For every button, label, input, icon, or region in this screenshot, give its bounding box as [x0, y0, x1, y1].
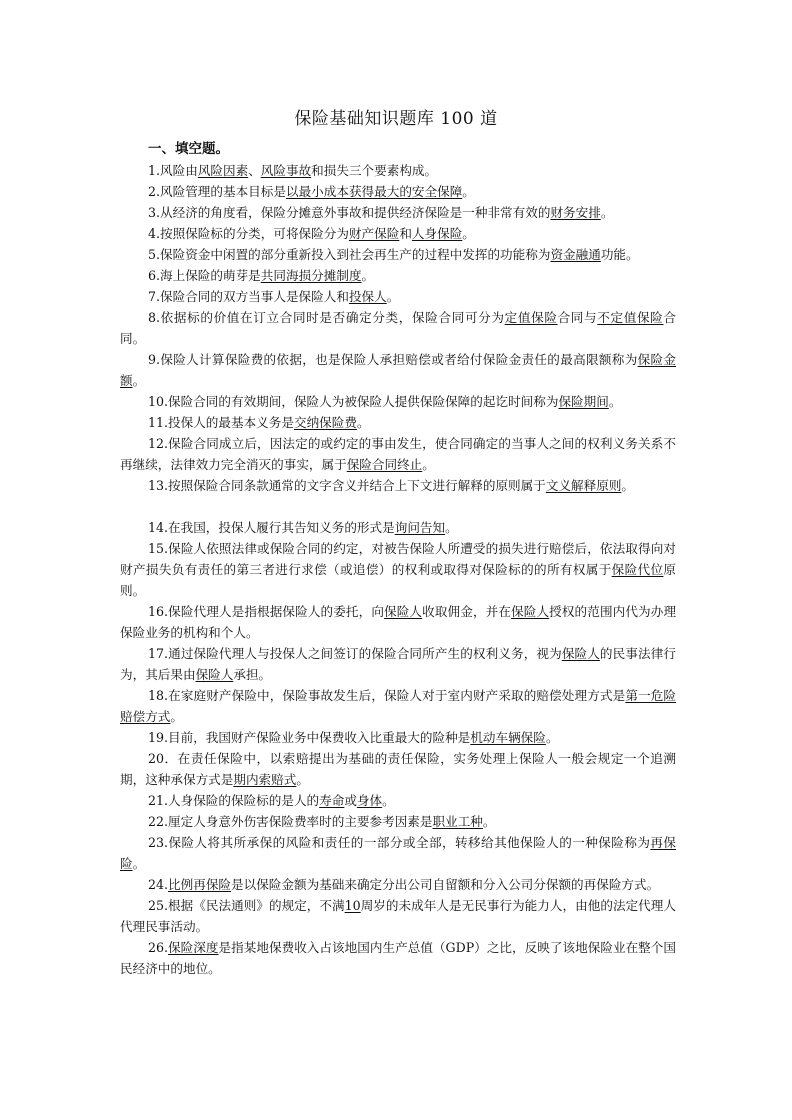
question-text: 25.根据《民法通则》的规定，不满: [148, 898, 345, 913]
question-text: 14.在我国，投保人履行其告知义务的形式是: [148, 520, 395, 535]
question-text: 2.风险管理的基本目标是: [148, 184, 286, 199]
question-text: 。: [462, 226, 475, 241]
question-text: 26.: [148, 940, 169, 955]
question-text: 23.保险人将其所承保的风险和责任的一部分或全部，转移给其他保险人的一种保险称为: [148, 835, 651, 850]
question-item: [120, 538, 676, 601]
question-text: 。: [132, 373, 146, 388]
question-text: 。: [422, 457, 435, 472]
section-heading: 一、填空题。: [148, 141, 229, 157]
question-text: 。: [482, 814, 496, 829]
question-item: [120, 202, 676, 223]
question-text: 20．在责任保险中，以索赔提出为基础的责任保险，实务处理上保险人一般会规定一个追溯期，这种承保方式是: [120, 751, 676, 787]
question-item: [120, 412, 676, 433]
answer-blank: 以最小成本获得最大的安全保障: [285, 184, 463, 199]
question-item: [120, 349, 676, 391]
question-text: 原则。: [120, 562, 677, 598]
answer-blank: 保险深度: [168, 940, 219, 955]
question-item: [120, 433, 676, 475]
question-text: 17.通过保险代理人与投保人之间签订的保险合同所产生的权利义务，视为: [148, 646, 562, 661]
question-text: 收取佣金，并在: [422, 604, 512, 619]
question-text: 18.在家庭财产保险中，保险事故发生后，保险人对于室内财产采取的赔偿处理方式是: [148, 688, 626, 703]
question-item: [120, 181, 676, 202]
answer-blank: 保险人: [561, 646, 600, 661]
question-text: 的民事法律行为，其后果由: [120, 646, 677, 682]
question-item: [120, 937, 676, 979]
answer-blank: 交纳保险费: [293, 415, 357, 430]
question-text: 。: [170, 709, 183, 724]
answer-blank: 第一危险赔偿方式: [120, 688, 677, 724]
question-text: 是以保险金额为基础来确定分出公司自留额和分入公司分保额的再保险方式。: [231, 877, 660, 892]
question-text: 合同。: [120, 310, 677, 346]
question-text: 8.依据标的价值在订立合同时是否确定分类，保险合同可分为: [148, 310, 505, 325]
question-text: 。: [545, 730, 559, 745]
question-text: 7.保险合同的双方当事人是保险人和: [148, 289, 349, 304]
answer-blank: 财务安排: [550, 205, 601, 220]
answer-blank: 机动车辆保险: [470, 730, 546, 745]
question-text: 。: [356, 415, 370, 430]
answer-blank: 财产保险: [348, 226, 400, 241]
question-item: [120, 748, 676, 790]
answer-blank: 保险人: [195, 667, 234, 682]
question-text: 21.人身保险的保险标的是人的: [148, 793, 320, 808]
question-text: 。: [608, 394, 622, 409]
answer-blank: 保险人: [384, 604, 423, 619]
answer-blank: 风险因素: [197, 163, 249, 178]
question-text: 。: [445, 520, 458, 535]
question-text: 功能。: [600, 247, 639, 262]
question-text: 9.保险人计算保险费的依据，也是保险人承担赔偿或者给付保险金责任的最高限额称为: [148, 352, 638, 367]
answer-blank: 人身保险: [411, 226, 463, 241]
question-item: [120, 685, 676, 727]
question-item: [120, 475, 676, 496]
question-item: [120, 643, 676, 685]
question-text: 。: [386, 289, 400, 304]
question-item: [120, 517, 676, 538]
page-title: 保险基础知识题库 100 道: [294, 109, 498, 129]
answer-blank: 身体: [356, 793, 383, 808]
question-text: 周岁的未成年人是无民事行为能力人，由他的法定代理人代理民事活动。: [120, 898, 677, 934]
question-item: [120, 832, 676, 874]
question-text: 22.厘定人身意外伤害保险费率时的主要参考因素是: [148, 814, 433, 829]
answer-blank: 询问告知: [394, 520, 446, 535]
question-text: 。: [132, 856, 146, 871]
question-text: 12.保险合同成立后，因法定的或约定的事由发生，使合同确定的当事人之间的权利义务关系不再继续，法律效力完全消灭的事实，属于: [120, 436, 676, 472]
question-text: 15.保险人依照法律或保险合同的约定，对被告保险人所遭受的损失进行赔偿后，依法取得向对财产损失负有责任的第三者进行求偿（或追偿）的权利或取得对保险标的的所有权属于: [120, 541, 676, 577]
question-text: 。: [296, 772, 309, 787]
answer-blank: 投保人: [348, 289, 387, 304]
question-item: [120, 160, 676, 181]
answer-blank: 不定值保险: [597, 310, 664, 325]
question-item: [120, 811, 676, 832]
answer-blank: 再保险: [120, 835, 677, 871]
question-text: 4.按照保险标的分类，可将保险分为: [148, 226, 349, 241]
question-text: 11.投保人的最基本义务是: [148, 415, 294, 430]
question-text: 24.: [148, 877, 169, 892]
question-item: [120, 895, 676, 937]
answer-blank: 定值保险: [504, 310, 558, 325]
question-item: [120, 601, 676, 643]
question-text: 和: [399, 226, 412, 241]
question-item: [120, 874, 676, 895]
question-item: [120, 307, 676, 349]
answer-blank: 保险合同终止: [346, 457, 423, 472]
question-item: [120, 265, 676, 286]
question-text: 13.按照保险合同条款通常的文字含义并结合上下文进行解释的原则属于: [148, 478, 546, 493]
question-item: [120, 391, 676, 412]
answer-blank: 共同海损分摊制度: [260, 268, 362, 283]
question-text: 。: [621, 478, 634, 493]
question-text: 。: [382, 793, 395, 808]
answer-blank: 风险事故: [260, 163, 312, 178]
question-text: 3.从经济的角度看，保险分摊意外事故和提供经济保险是一种非常有效的: [148, 205, 551, 220]
question-text: 。: [361, 268, 375, 283]
question-item: [120, 727, 676, 748]
answer-blank: 文义解释原则: [545, 478, 622, 493]
question-text: 或: [344, 793, 357, 808]
question-item: [120, 790, 676, 811]
question-text: 10.保险合同的有效期间，保险人为被保险人提供保险保障的起讫时间称为: [148, 394, 559, 409]
answer-blank: 10: [344, 898, 361, 913]
answer-blank: 保险人: [511, 604, 550, 619]
answer-blank: 保险代位: [611, 562, 664, 577]
answer-blank: 保险金额: [120, 352, 676, 388]
question-item: [120, 244, 676, 265]
question-text: 1.风险由: [148, 163, 198, 178]
question-text: 16.保险代理人是指根据保险人的委托，向: [148, 604, 385, 619]
answer-blank: 资金融通: [550, 247, 601, 262]
question-text: 5.保险资金中闲置的部分重新投入到社会再生产的过程中发挥的功能称为: [148, 247, 551, 262]
answer-blank: 保险期间: [558, 394, 609, 409]
question-text: 和损失三个要素构成。: [311, 163, 438, 178]
question-text: 承担。: [233, 667, 272, 682]
answer-blank: 期内索赔式: [233, 772, 297, 787]
question-text: 。: [600, 205, 614, 220]
question-text: 6.海上保险的萌芽是: [148, 268, 261, 283]
answer-blank: 职业工种: [432, 814, 483, 829]
question-text: 合同与: [557, 310, 598, 325]
question-text: 、: [248, 163, 261, 178]
question-item: [120, 286, 676, 307]
question-text: 授权的范围内代为办理保险业务的机构和个人。: [120, 604, 677, 640]
question-text: 。: [462, 184, 475, 199]
question-text: 是指某地保费收入占该地国内生产总值（GDP）之比，反映了该地保险业在整个国民经济中的地位。: [120, 940, 677, 976]
answer-blank: 寿命: [319, 793, 345, 808]
question-item: [120, 223, 676, 244]
answer-blank: 比例再保险: [168, 877, 231, 892]
question-list: [120, 160, 676, 979]
question-text: 19.目前，我国财产保险业务中保费收入比重最大的险种是: [148, 730, 471, 745]
